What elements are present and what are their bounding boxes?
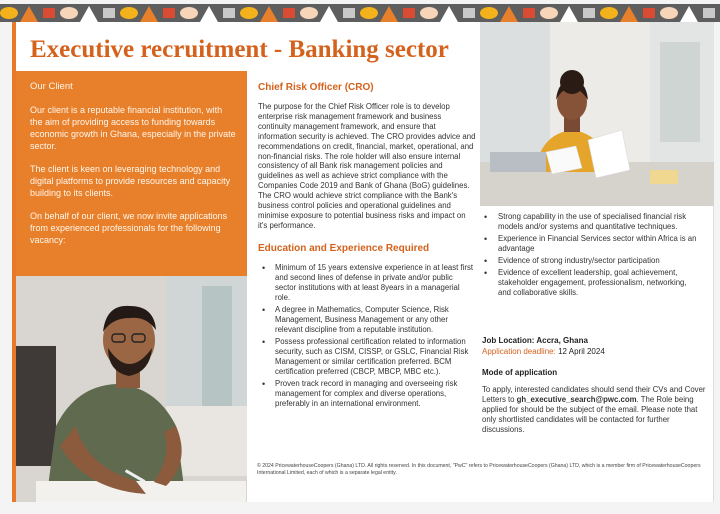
band-shape	[0, 7, 18, 19]
list-item: • Evidence of strong industry/sector participation	[484, 256, 700, 266]
man-writing-photo	[16, 276, 247, 502]
skills-column	[482, 212, 700, 300]
band-shape	[20, 6, 38, 22]
apply-text-1: To apply, interested candidates should send their CVs and Cover Letters to	[482, 385, 706, 404]
list-item: • Proven track record in managing and overseeing risk management for complex and diverse operations, preferably in an international environment.	[262, 379, 476, 409]
band-shape	[120, 7, 138, 19]
band-shape	[103, 8, 115, 18]
band-shape	[463, 8, 475, 18]
band-shape	[620, 6, 638, 22]
band-shape	[440, 6, 458, 22]
band-shape	[480, 7, 498, 19]
application-deadline	[482, 347, 605, 356]
band-shape	[540, 7, 558, 19]
list-item: • Possess professional certification related to information security, such as CISM, CISSP, or GSLC, Financial Risk Management or similar certification preferred. BCM certification preferred (CBCP, MBCP, MBC etc.).	[262, 337, 476, 377]
apply-email[interactable]: gh_executive_search@pwc.com	[516, 395, 637, 404]
client-panel	[16, 71, 247, 276]
apply-text-2: . The Role being applied for should be the subject of the email. Please note that only shortlisted candidates will be contacted for further discussions.	[482, 395, 698, 434]
list-item: • Minimum of 15 years extensive experience in at least first and second lines of defense in private and/or public sector institutions with at least 8years in a managerial role.	[262, 263, 476, 303]
band-shape	[600, 7, 618, 19]
band-shape	[140, 6, 158, 22]
application-instructions	[482, 385, 708, 435]
client-paragraph: On behalf of our client, we now invite applications from experienced professionals for the following vacancy:	[30, 211, 228, 245]
role-heading: Chief Risk Officer (CRO)	[258, 82, 374, 93]
band-shape	[583, 8, 595, 18]
education-heading: Education and Experience Required	[258, 242, 430, 254]
list-item: • A degree in Mathematics, Computer Science, Risk Management, Business Management or any other relevant discipline from a reputable institution.	[262, 305, 476, 335]
woman-reviewing-documents-photo	[480, 22, 714, 206]
band-shape	[343, 8, 355, 18]
band-shape	[43, 8, 55, 18]
band-shape	[240, 7, 258, 19]
band-shape	[180, 7, 198, 19]
band-shape	[80, 6, 98, 22]
band-shape	[380, 6, 398, 22]
role-column	[258, 82, 476, 411]
band-shape	[223, 8, 235, 18]
band-shape	[300, 7, 318, 19]
client-heading: Our Client	[30, 81, 73, 92]
band-shape	[560, 6, 578, 22]
client-paragraph: The client is keen on leveraging technology and digital platforms to provide resources and capacity building to its clients.	[30, 164, 231, 198]
page-title: Executive recruitment - Banking sector	[30, 36, 449, 63]
recruitment-advert	[12, 22, 714, 502]
deadline-label: Application deadline:	[482, 347, 556, 356]
list-item: • Strong capability in the use of specialised financial risk models and/or systems and quantitative techniques.	[484, 212, 700, 232]
band-shape	[283, 8, 295, 18]
deadline-value: 12 April 2024	[558, 347, 605, 356]
band-shape	[680, 6, 698, 22]
client-paragraph: Our client is a reputable financial institution, with the aim of providing access to funding towards economic growth in Ghana, especially in the private sector.	[30, 105, 236, 151]
band-shape	[703, 8, 715, 18]
copyright-footer: © 2024 PricewaterhouseCoopers (Ghana) LTD. All rights reserved. In this document, "PwC" refers to PricewaterhouseCoopers (Ghana) LTD, which is a member firm of PricewaterhouseCoopers International Limited, each of which is a separate legal entity.	[257, 463, 701, 476]
band-shape	[60, 7, 78, 19]
education-list	[262, 263, 476, 409]
band-shape	[200, 6, 218, 22]
band-shape	[403, 8, 415, 18]
band-shape	[643, 8, 655, 18]
band-shape	[660, 7, 678, 19]
band-shape	[523, 8, 535, 18]
band-shape	[260, 6, 278, 22]
mode-of-application-heading: Mode of application	[482, 368, 558, 377]
skills-list	[484, 212, 700, 298]
band-shape	[163, 8, 175, 18]
band-shape	[320, 6, 338, 22]
band-shape	[420, 7, 438, 19]
decorative-pattern-band	[0, 4, 720, 22]
list-item: • Evidence of excellent leadership, goal achievement, stakeholder engagement, professionalism, networking, and collaborative skills.	[484, 268, 700, 298]
job-location: Job Location: Accra, Ghana	[482, 336, 588, 345]
list-item: • Experience in Financial Services sector within Africa is an advantage	[484, 234, 700, 254]
band-shape	[500, 6, 518, 22]
role-description: The purpose for the Chief Risk Officer role is to develop enterprise risk management framework and business continuity management framework, and ensure that information security is achieved. The CRO provides advice and recommendations on credit, financial, market, operational, and non-financial risks. The role holder will also ensure internal consistency of all Bank risk management policies and guidelines as well as achieve strict compliance with the Companies Code 2019 and Bank of Ghana (BoG) guidelines. The CRO would achieve strict compliance with the Bank's business control policies and operational guidelines and minimise exposure to potential business risks and impact on it's performance.	[258, 102, 476, 230]
band-shape	[360, 7, 378, 19]
